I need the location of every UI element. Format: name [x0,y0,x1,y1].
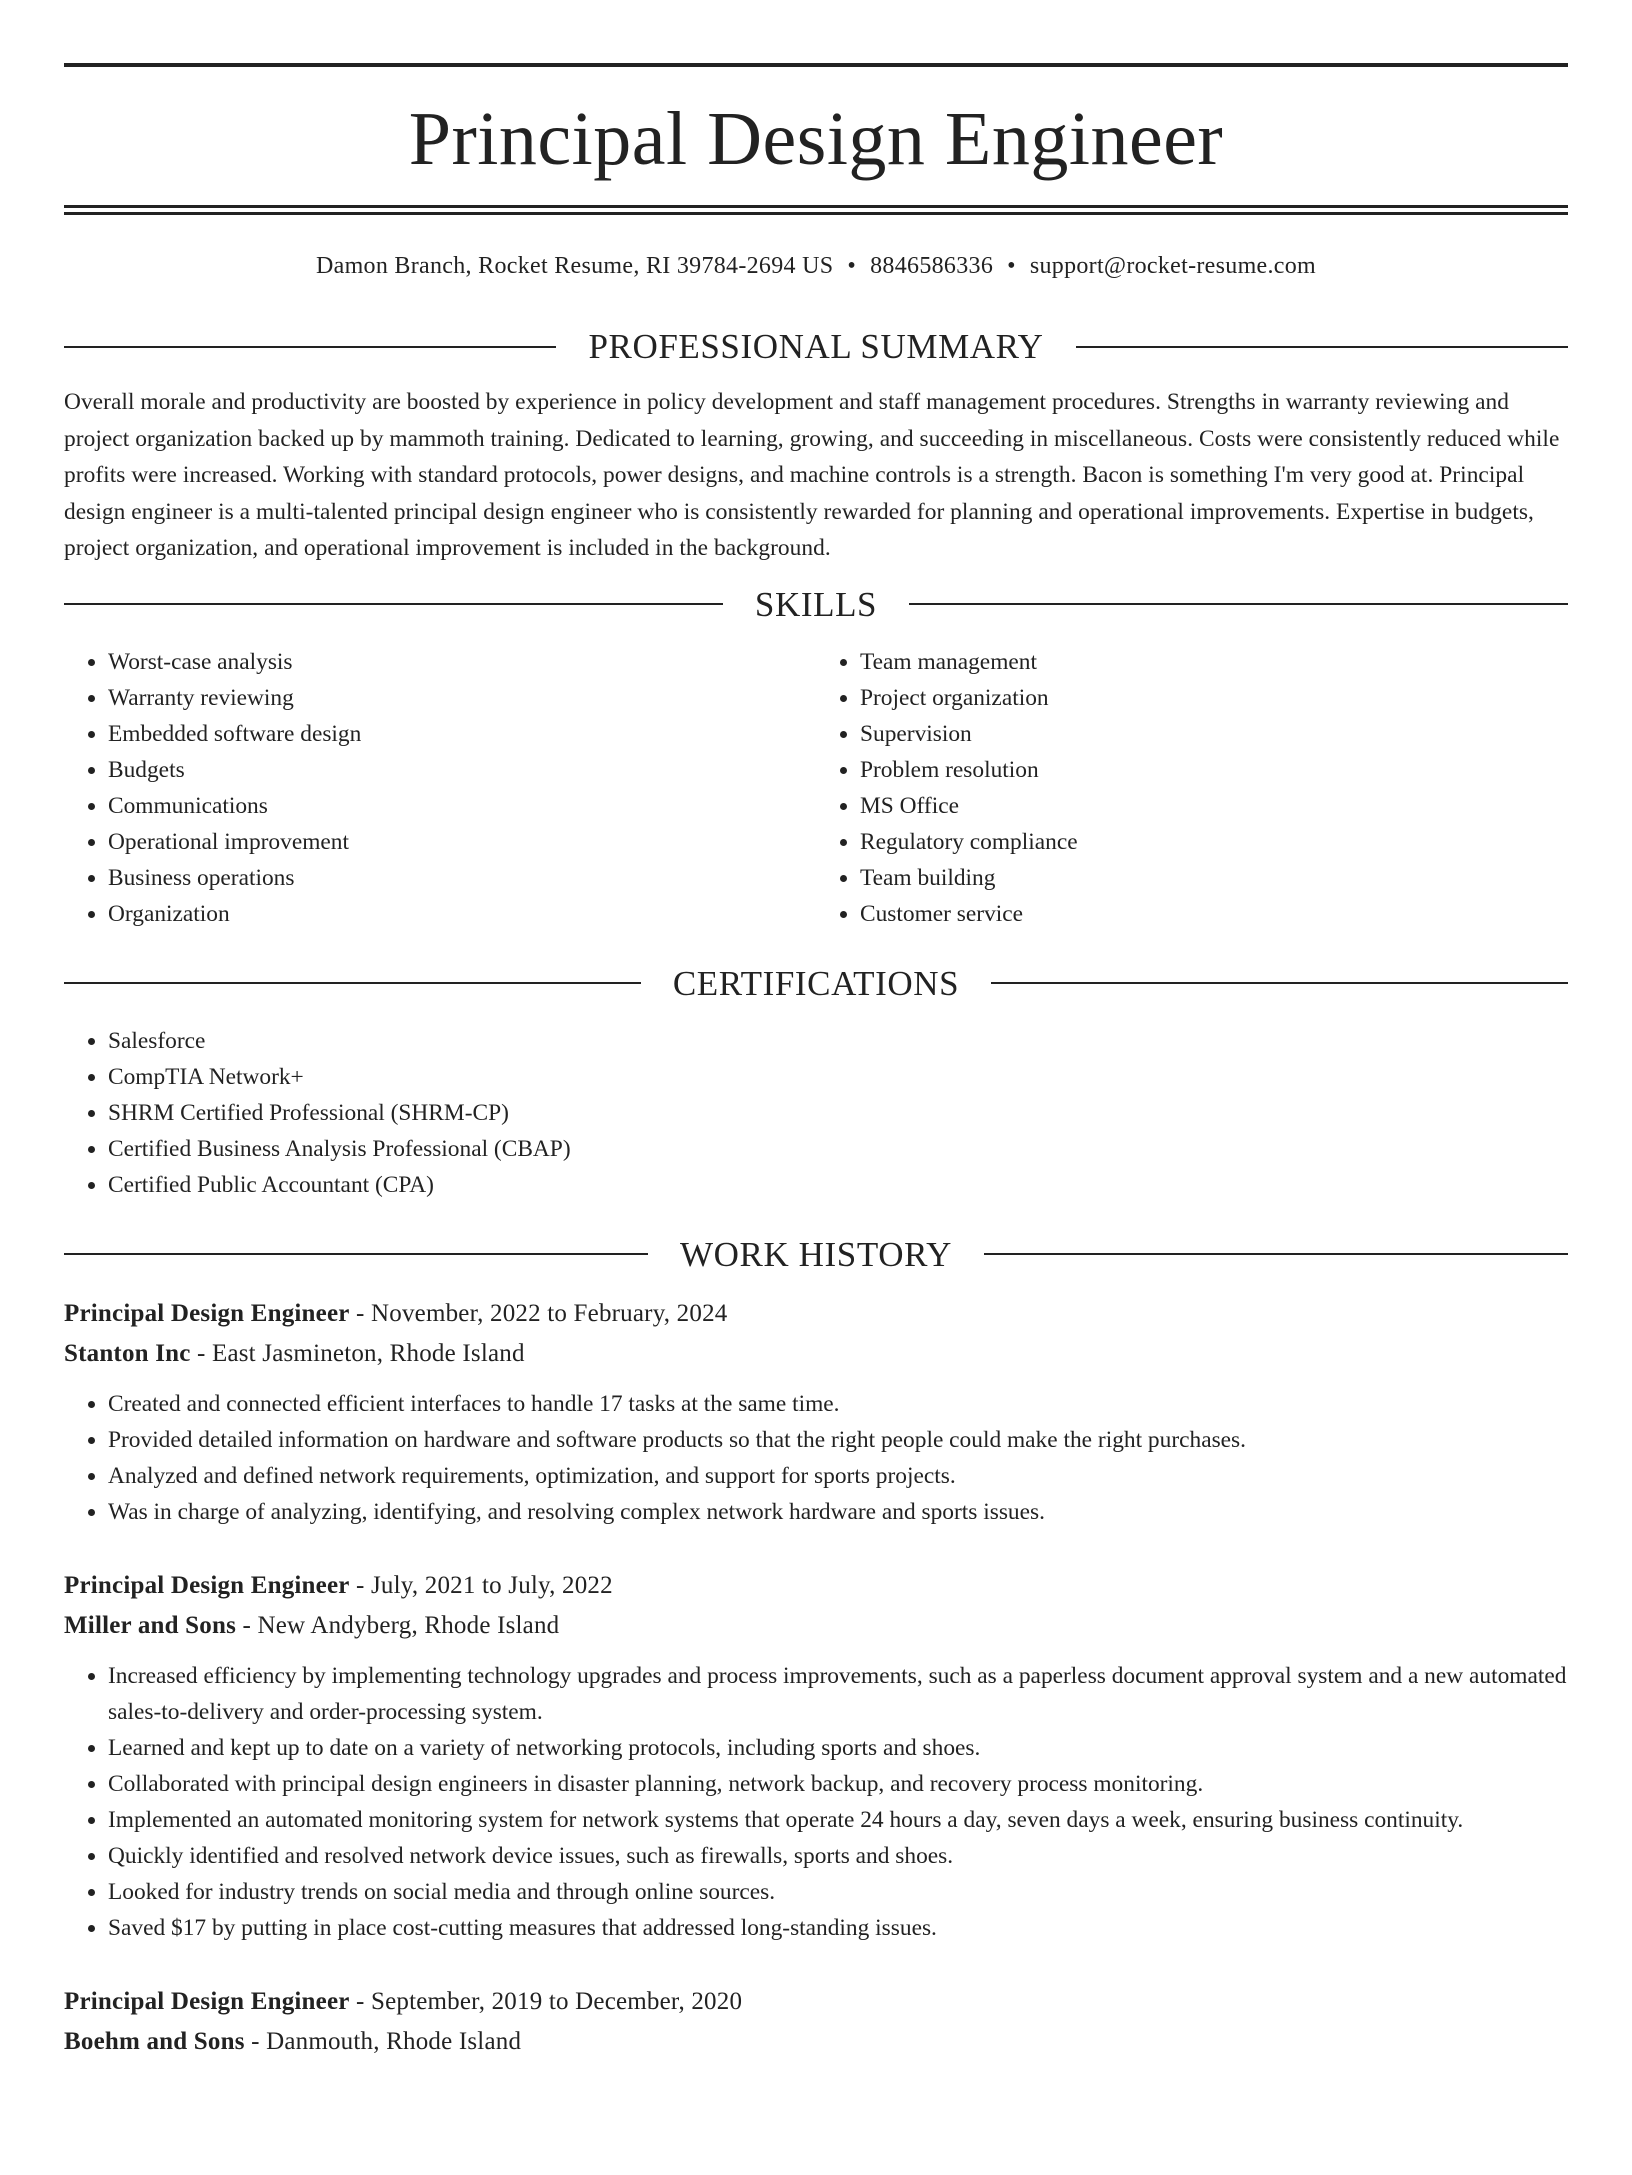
job-title-line [64,1294,1568,1334]
divider-line [984,1253,1568,1255]
job-bullet: • Collaborated with principal design engineers in disaster planning, network backup, and recovery process monitoring. [108,1766,1568,1802]
summary-section-header [64,329,1568,364]
job-company-line [64,2022,1568,2062]
skill-item: • Organization [108,896,816,932]
skill-item: • Supervision [860,716,1568,752]
job-title: Principal Design Engineer [64,1987,350,2015]
certification-item: • Salesforce [108,1023,1568,1059]
contact-line [64,253,1568,283]
divider-line [1076,346,1568,348]
skill-item: • Warranty reviewing [108,680,816,716]
job-entry [64,1566,1568,1946]
job-location: - Danmouth, Rhode Island [244,2027,522,2055]
skill-item: • Customer service [860,896,1568,932]
divider-line [64,982,641,984]
contact-address: Damon Branch, Rocket Resume, RI 39784-2694 US [315,253,834,279]
job-title: Principal Design Engineer [64,1571,350,1599]
job-location: - New Andyberg, Rhode Island [236,1611,560,1639]
resume-page [0,63,1632,2175]
job-bullet: • Increased efficiency by implementing technology upgrades and process improvements, such as a paperless document approval system and a new automated sales-to-delivery and order-processing system. [108,1658,1568,1730]
job-bullets [64,1658,1568,1946]
job-bullet: • Provided detailed information on hardware and software products so that the right people could make the right purchases. [108,1422,1568,1458]
contact-separator: • [847,253,857,279]
certification-item: • SHRM Certified Professional (SHRM-CP) [108,1095,1568,1131]
skills-list-right [816,644,1568,932]
divider-line [991,982,1568,984]
certification-item: • Certified Public Accountant (CPA) [108,1167,1568,1203]
job-title-line [64,1566,1568,1606]
job-company-line [64,1606,1568,1646]
job-dates: - November, 2022 to February, 2024 [349,1299,728,1327]
skills-section-header [64,584,1568,624]
skill-item: • MS Office [860,788,1568,824]
skill-item: • Communications [108,788,816,824]
job-bullet: • Was in charge of analyzing, identifying, and resolving complex network hardware and sports issues. [108,1494,1568,1530]
skill-item: • Problem resolution [860,752,1568,788]
job-bullet: • Learned and kept up to date on a variety of networking protocols, including sports and shoes. [108,1730,1568,1766]
job-company: Miller and Sons [64,1611,237,1639]
divider-line [64,1253,648,1255]
certification-item: • Certified Business Analysis Professional (CBAP) [108,1131,1568,1167]
job-dates: - July, 2021 to July, 2022 [349,1571,613,1599]
certifications-heading: CERTIFICATIONS [672,963,960,1003]
job-bullet: • Created and connected efficient interfaces to handle 17 tasks at the same time. [108,1386,1568,1422]
contact-phone: 8846586336 [870,253,994,279]
job-dates: - September, 2019 to December, 2020 [349,1987,743,2015]
skill-item: • Regulatory compliance [860,824,1568,860]
job-bullets [64,1386,1568,1530]
page-title: Principal Design Engineer [408,97,1224,181]
job-title-line [64,1982,1568,2022]
skill-item: • Worst-case analysis [108,644,816,680]
skill-item: • Team management [860,644,1568,680]
job-bullet: • Looked for industry trends on social media and through online sources. [108,1874,1568,1910]
job-company: Boehm and Sons [64,2027,245,2055]
summary-heading: PROFESSIONAL SUMMARY [588,327,1044,366]
job-company-line [64,1334,1568,1374]
work-heading: WORK HISTORY [680,1234,952,1274]
work-section-header [64,1234,1568,1274]
divider-line [64,346,556,348]
job-bullet: • Saved $17 by putting in place cost-cutting measures that addressed long-standing issues. [108,1910,1568,1946]
certifications-section-header [64,963,1568,1003]
job-entry [64,1294,1568,1530]
contact-email: support@rocket-resume.com [1029,253,1317,279]
skills-list-left [64,644,816,932]
skill-item: • Operational improvement [108,824,816,860]
job-company: Stanton Inc [64,1339,191,1367]
job-entry [64,1982,1568,2062]
skill-item: • Project organization [860,680,1568,716]
skill-item: • Embedded software design [108,716,816,752]
skill-item: • Budgets [108,752,816,788]
job-bullet: • Quickly identified and resolved network device issues, such as firewalls, sports and shoes. [108,1838,1568,1874]
skills-columns [64,644,1568,932]
contact-separator: • [1007,253,1016,279]
divider-line [64,603,723,605]
certification-item: • CompTIA Network+ [108,1059,1568,1095]
certifications-list [64,1023,1568,1203]
job-location: - East Jasmineton, Rhode Island [190,1339,525,1367]
skill-item: • Business operations [108,860,816,896]
job-title: Principal Design Engineer [64,1299,350,1327]
job-bullet: • Implemented an automated monitoring system for network systems that operate 24 hours a day, seven days a week, ensuring business continuity. [108,1802,1568,1838]
skill-item: • Team building [860,860,1568,896]
skills-heading: SKILLS [754,584,878,624]
title-double-rule [64,205,1568,215]
job-bullet: • Analyzed and defined network requirements, optimization, and support for sports projects. [108,1458,1568,1494]
summary-text: Overall morale and productivity are boosted by experience in policy development and staff management procedures. Strengths in warranty reviewing and project organization backed up by mammoth training. Dedicated to learning, growing, and succeeding in miscellaneous. Costs were consistently reduced while profits were increased. Working with standard protocols, power designs, and machine controls is a strength. Bacon is something I'm very good at. Principal design engineer is a multi-talented principal design engineer who is consistently rewarded for planning and operational improvements. Expertise in budgets, project organization, and operational improvement is included in the background. [64,389,1560,561]
divider-line [909,603,1568,605]
